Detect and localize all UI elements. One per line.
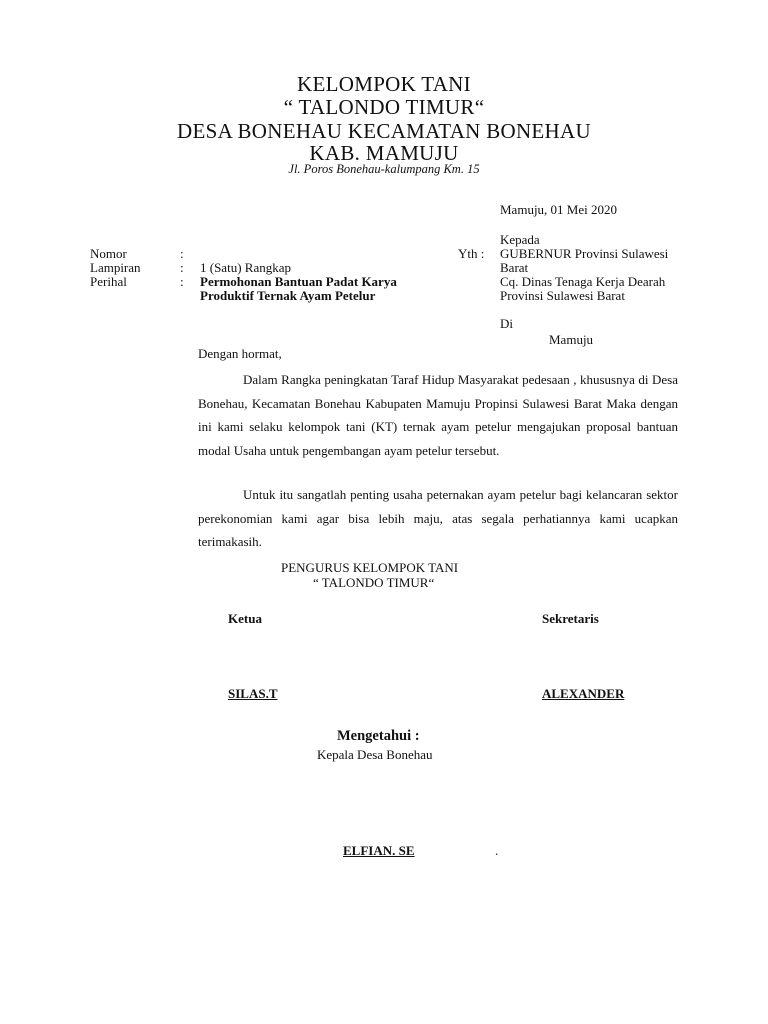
ketua-title: Ketua	[228, 611, 262, 626]
closing-line2: “ TALONDO TIMUR“	[313, 575, 435, 590]
perihal-label: Perihal	[90, 274, 127, 289]
perihal-line1: Permohonan Bantuan Padat Karya	[200, 274, 397, 289]
lampiran-value: 1 (Satu) Rangkap	[200, 260, 291, 275]
ketua-name: SILAS.T	[228, 686, 278, 701]
paragraph-2: Untuk itu sangatlah penting usaha peternakan ayam petelur bagi kelancaran sektor perekonomian kami agar bisa lebih maju, atas segala perhatiannya kami ucapkan terimakasih.	[198, 487, 678, 549]
lampiran-label: Lampiran	[90, 260, 141, 275]
letter-date: Mamuju, 01 Mei 2020	[500, 202, 617, 217]
recipient-place: Mamuju	[549, 332, 594, 347]
recipient-line4: Provinsi Sulawesi Barat	[500, 288, 625, 303]
di-label: Di	[500, 316, 513, 331]
lampiran-colon: :	[180, 260, 184, 275]
acknowledge-role: Kepala Desa Bonehau	[317, 747, 433, 762]
acknowledge-dot: .	[495, 843, 499, 858]
perihal-line2: Produktif Ternak Ayam Petelur	[200, 288, 376, 303]
recipient-line1: GUBERNUR Provinsi Sulawesi	[500, 246, 669, 261]
recipient-line3: Cq. Dinas Tenaga Kerja Dearah	[500, 274, 666, 289]
recipient-line2: Barat	[500, 260, 529, 275]
kepada-label: Kepada	[500, 232, 540, 247]
perihal-colon: :	[180, 274, 184, 289]
paragraph-1: Dalam Rangka peningkatan Taraf Hidup Masyarakat pedesaan , khususnya di Desa Bonehau, Kecamatan Bonehau Kabupaten Mamuju Propinsi Sulawesi Barat Maka dengan ini kami selaku kelompok tani (KT) ternak ayam petelur mengajukan proposal bantuan modal Usaha untuk pengembangan ayam petelur tersebut.	[198, 372, 678, 458]
sekretaris-title: Sekretaris	[542, 611, 599, 626]
acknowledge-name: ELFIAN. SE	[343, 843, 415, 858]
nomor-colon: :	[180, 246, 184, 261]
regency: KAB. MAMUJU	[309, 141, 459, 165]
salutation: Dengan hormat,	[198, 346, 282, 361]
address: Jl. Poros Bonehau-kalumpang Km. 15	[288, 162, 480, 176]
village-district: DESA BONEHAU KECAMATAN BONEHAU	[177, 119, 591, 143]
sekretaris-name: ALEXANDER	[542, 686, 625, 701]
acknowledge-title: Mengetahui :	[337, 728, 420, 744]
group-name: KELOMPOK TANI	[297, 72, 471, 96]
yth-label: Yth :	[458, 246, 485, 261]
nomor-label: Nomor	[90, 246, 127, 261]
closing-line1: PENGURUS KELOMPOK TANI	[281, 560, 459, 575]
group-subname: “ TALONDO TIMUR“	[283, 95, 485, 119]
